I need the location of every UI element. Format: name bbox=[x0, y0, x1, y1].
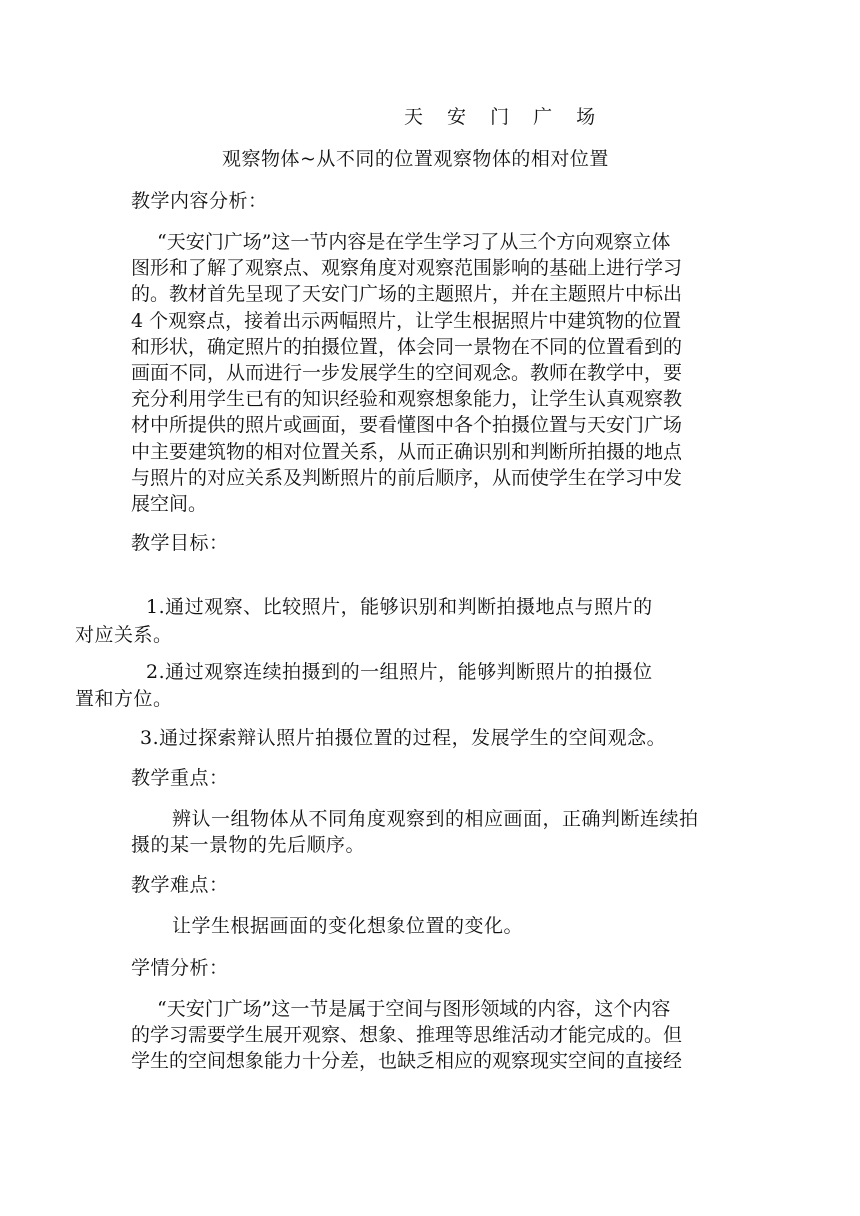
section-heading-objectives: 教学目标： bbox=[131, 532, 229, 554]
paragraph-line: 材中所提供的照片或画面，要看懂图中各个拍摄位置与天安门广场 bbox=[131, 414, 683, 437]
document-title: 天 安 门 广 场 bbox=[404, 106, 605, 128]
paragraph-line: “天安门广场”这一节内容是在学生学习了从三个方向观察立体 bbox=[157, 231, 671, 253]
section-heading-content-analysis: 教学内容分析： bbox=[131, 190, 268, 212]
section-heading-student-analysis: 学情分析： bbox=[131, 957, 229, 979]
paragraph-line: 与照片的对应关系及判断照片的前后顺序，从而使学生在学习中发 bbox=[131, 466, 683, 489]
objective-item-1: 1.通过观察、比较照片，能够识别和判断拍摄地点与照片的 bbox=[146, 596, 653, 618]
objective-item-3: 3.通过探索辩认照片拍摄位置的过程，发展学生的空间观念。 bbox=[140, 727, 667, 749]
paragraph-line: 画面不同，从而进行一步发展学生的空间观念。教师在教学中，要 bbox=[131, 362, 683, 385]
section-heading-difficulties: 教学难点： bbox=[131, 874, 229, 896]
paragraph-line: 的。教材首先呈现了天安门广场的主题照片，并在主题照片中标出 bbox=[131, 283, 683, 306]
objective-item-2-continuation: 置和方位。 bbox=[75, 688, 173, 710]
paragraph-line: 中主要建筑物的相对位置关系，从而正确识别和判断所拍摄的地点 bbox=[131, 440, 683, 463]
objective-item-1-continuation: 对应关系。 bbox=[75, 624, 173, 646]
paragraph-line: 图形和了解了观察点、观察角度对观察范围影响的基础上进行学习 bbox=[131, 257, 683, 280]
key-points-line-1: 辨认一组物体从不同角度观察到的相应画面，正确判断连续拍 bbox=[172, 808, 699, 830]
student-analysis-paragraph bbox=[131, 996, 721, 1075]
paragraph-line: “天安门广场”这一节是属于空间与图形领域的内容，这个内容 bbox=[157, 998, 671, 1020]
objective-item-2: 2.通过观察连续拍摄到的一组照片，能够判断照片的拍摄位 bbox=[146, 661, 653, 683]
section-heading-key-points: 教学重点： bbox=[131, 767, 229, 789]
paragraph-line: 4 个观察点，接着出示两幅照片，让学生根据照片中建筑物的位置 bbox=[131, 309, 682, 332]
content-analysis-paragraph bbox=[131, 229, 721, 517]
difficulties-line-1: 让学生根据画面的变化想象位置的变化。 bbox=[172, 915, 524, 937]
paragraph-line: 展空间。 bbox=[131, 493, 208, 516]
paragraph-line: 的学习需要学生展开观察、想象、推理等思维活动才能完成的。但 bbox=[131, 1024, 683, 1047]
paragraph-line: 充分利用学生已有的知识经验和观察想象能力，让学生认真观察教 bbox=[131, 388, 683, 411]
paragraph-line: 和形状，确定照片的拍摄位置，体会同一景物在不同的位置看到的 bbox=[131, 335, 683, 358]
document-subtitle: 观察物体~从不同的位置观察物体的相对位置 bbox=[222, 148, 609, 170]
paragraph-line: 学生的空间想象能力十分差，也缺乏相应的观察现实空间的直接经 bbox=[131, 1050, 683, 1073]
key-points-line-2: 摄的某一景物的先后顺序。 bbox=[131, 834, 366, 856]
